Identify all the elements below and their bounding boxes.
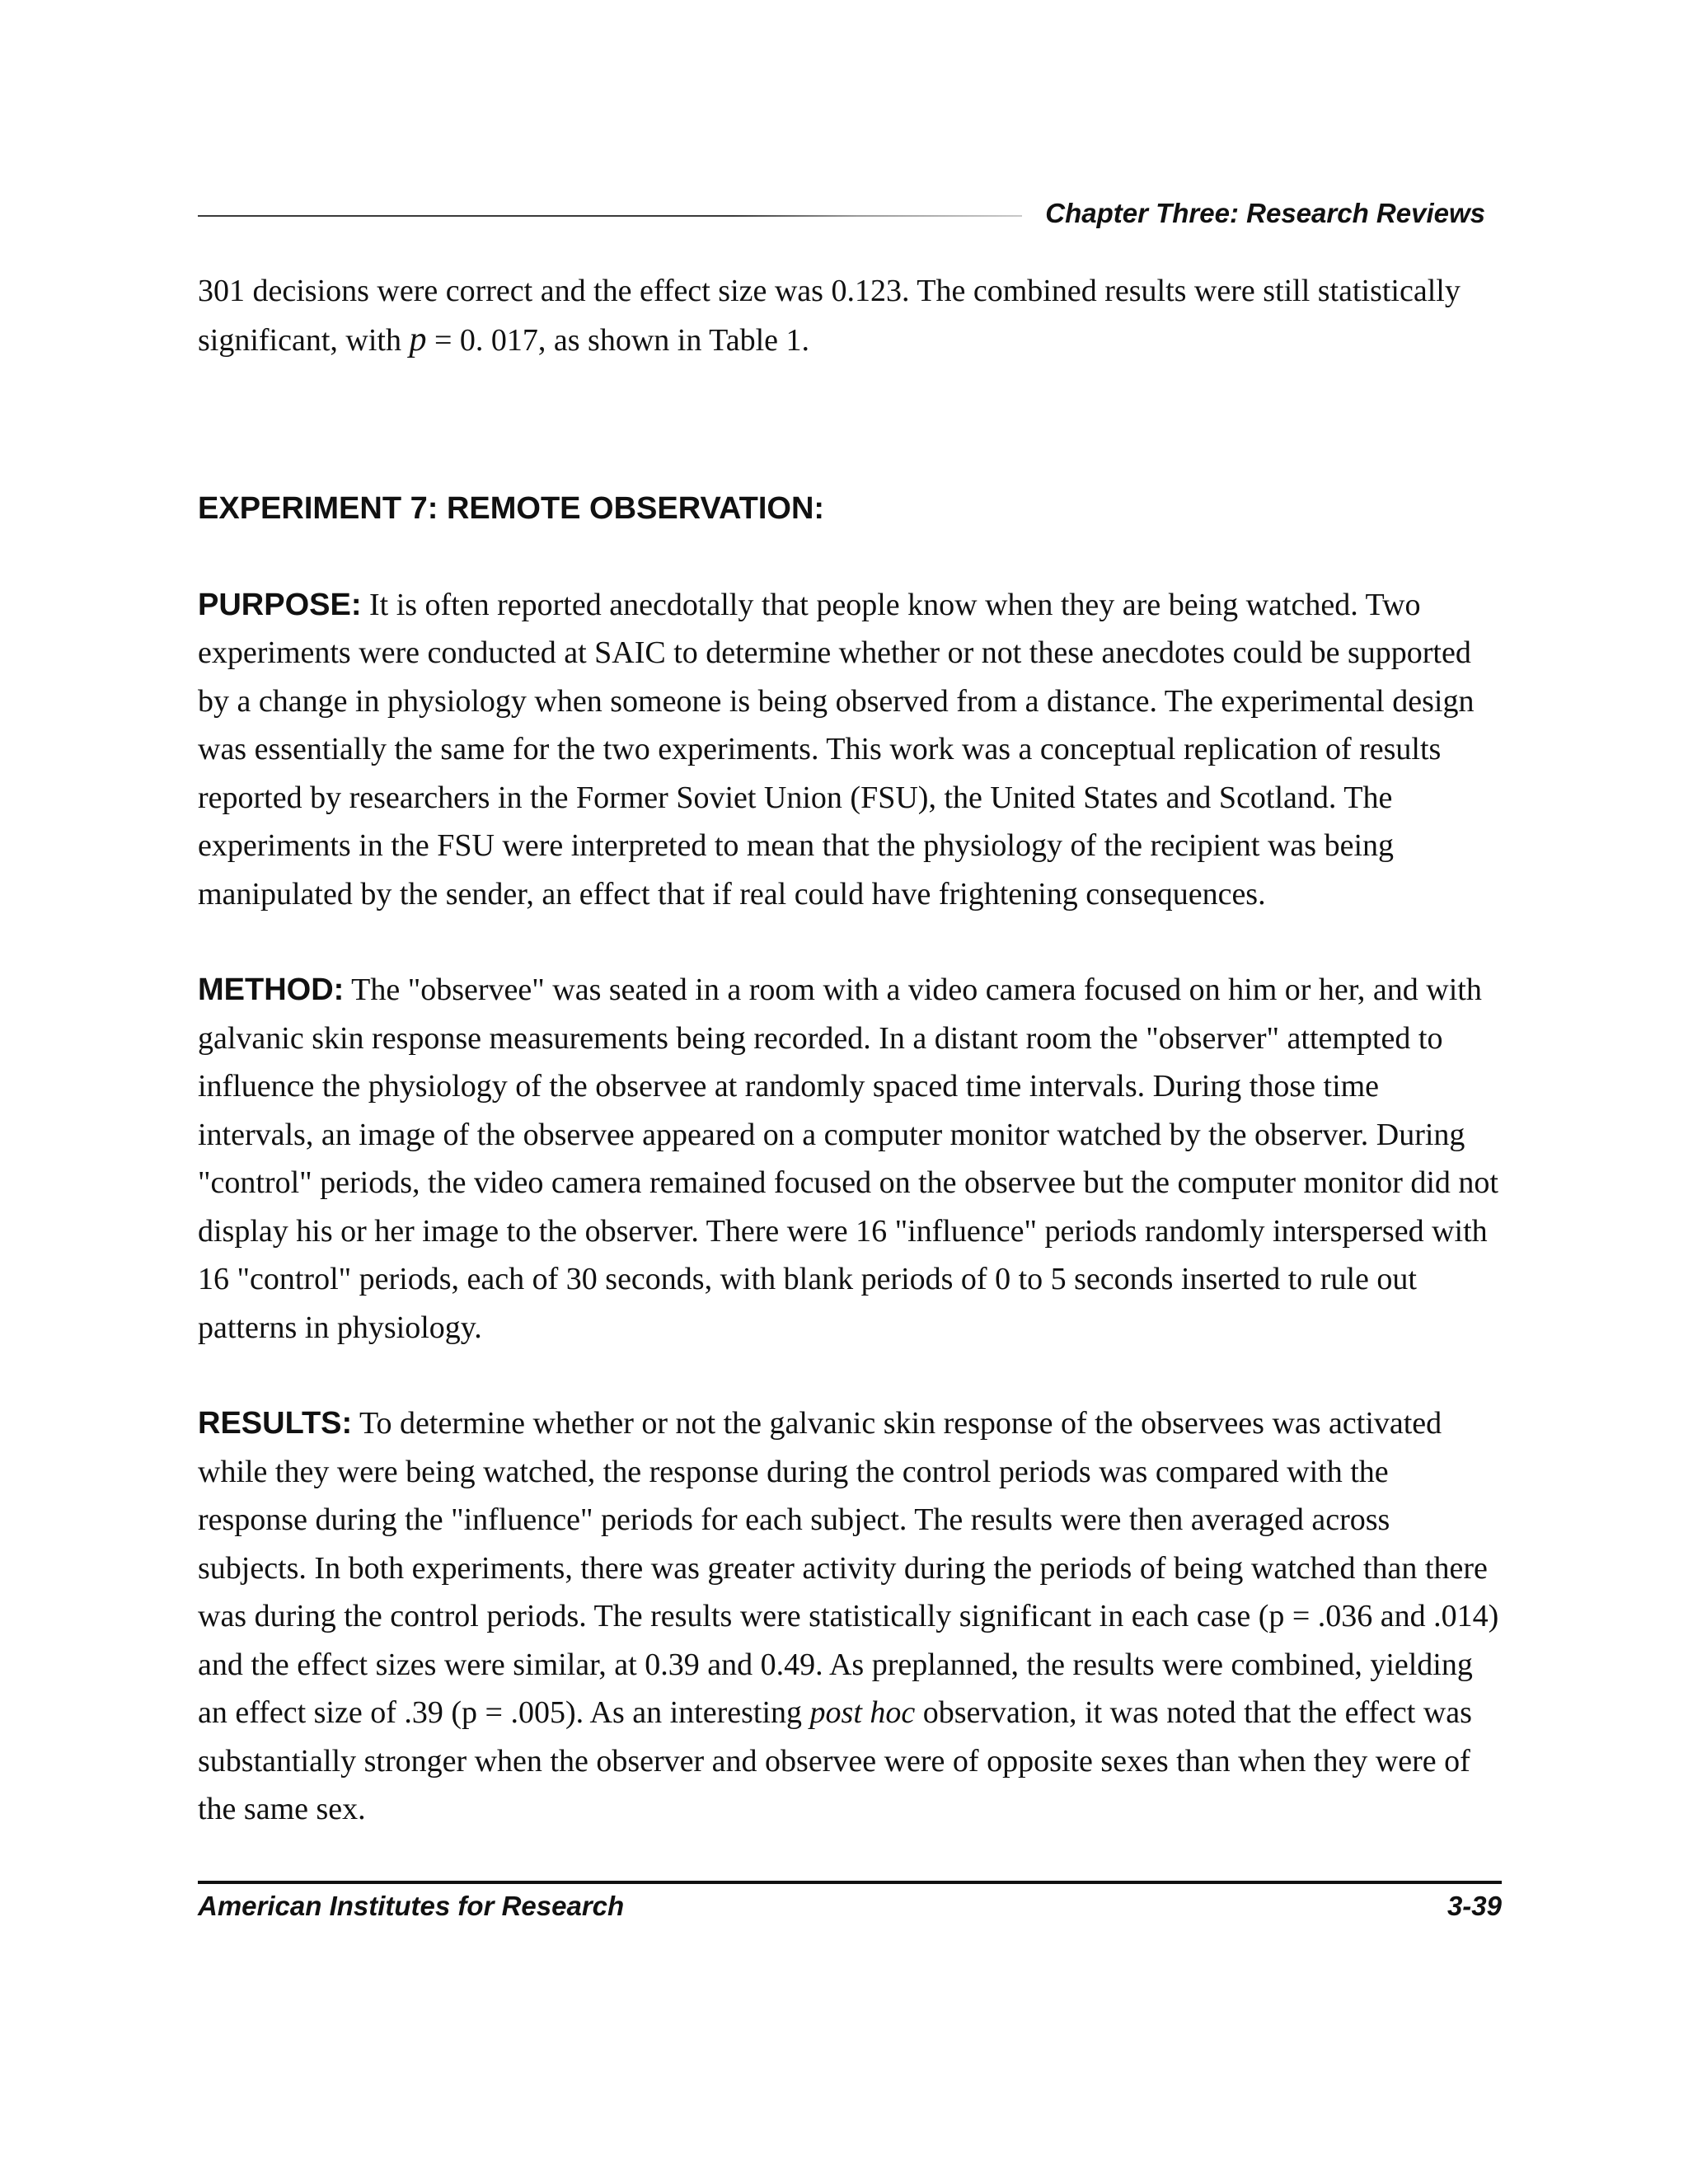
intro-text-1: 301 decisions were correct and the effect size was 0.123. The combined results were still statistically significant, with — [198, 274, 1461, 358]
results-italic-post-hoc: post hoc — [809, 1695, 916, 1730]
experiment-heading: EXPERIMENT 7: REMOTE OBSERVATION: — [198, 491, 825, 526]
intro-paragraph — [198, 267, 1500, 364]
purpose-paragraph — [198, 581, 1500, 919]
page-body — [198, 267, 1500, 1882]
footer-rule — [198, 1881, 1502, 1884]
page-number: 3-39 — [1447, 1891, 1502, 1921]
footer-organization: American Institutes for Research — [198, 1891, 625, 1921]
results-paragraph — [198, 1399, 1500, 1834]
header-rule — [198, 215, 1022, 217]
results-text-2: observation, it was noted that the effect was substantially stronger when the observer and observee were of opposite sexes than when they were of the same sex. — [198, 1695, 1472, 1826]
chapter-title: Chapter Three: Research Reviews — [1045, 198, 1485, 228]
results-label: RESULTS: — [198, 1406, 353, 1441]
results-text-1: To determine whether or not the galvanic skin response of the observees was activated while they were being watched, the response during the control periods was compared with the response during the "influence" periods for each subject. The results were then averaged across subjects. In both experiments, there was greater activity during the periods of being watched than there was during the control periods. The results were statistically significant in each case (p = .036 and .014) and the effect sizes were similar, at 0.39 and 0.49. As preplanned, the results were combined, yielding an effect size of .39 (p = .005). As an interesting — [198, 1406, 1499, 1730]
method-text: The "observee" was seated in a room with a video camera focused on him or her, and with galvanic skin response measurements being recorded. In a distant room the "observer" attempted to influence the physiology of the observee at randomly spaced time intervals. During those time intervals, an image of the observee appeared on a computer monitor watched by the observer. During "control" periods, the video camera remained focused on the observee but the computer monitor did not display his or her image to the observer. There were 16 "influence" periods randomly interspersed with 16 "control" periods, each of 30 seconds, with blank periods of 0 to 5 seconds inserted to rule out patterns in physiology. — [198, 972, 1498, 1345]
purpose-label: PURPOSE: — [198, 587, 362, 622]
method-paragraph — [198, 966, 1500, 1352]
method-label: METHOD: — [198, 972, 345, 1007]
p-variable: p — [409, 320, 427, 359]
purpose-text: It is often reported anecdotally that people know when they are being watched. Two experiments were conducted at SAIC to determine whether or not these anecdotes could be supported by a change in physiology when someone is being observed from a distance. The experimental design was essentially the same for the two experiments. This work was a conceptual replication of results reported by researchers in the Former Soviet Union (FSU), the United States and Scotland. The experiments in the FSU were interpreted to mean that the physiology of the recipient was being manipulated by the sender, an effect that if real could have frightening consequences. — [198, 587, 1475, 912]
intro-text-2: = 0. 017, as shown in Table 1. — [426, 322, 810, 358]
